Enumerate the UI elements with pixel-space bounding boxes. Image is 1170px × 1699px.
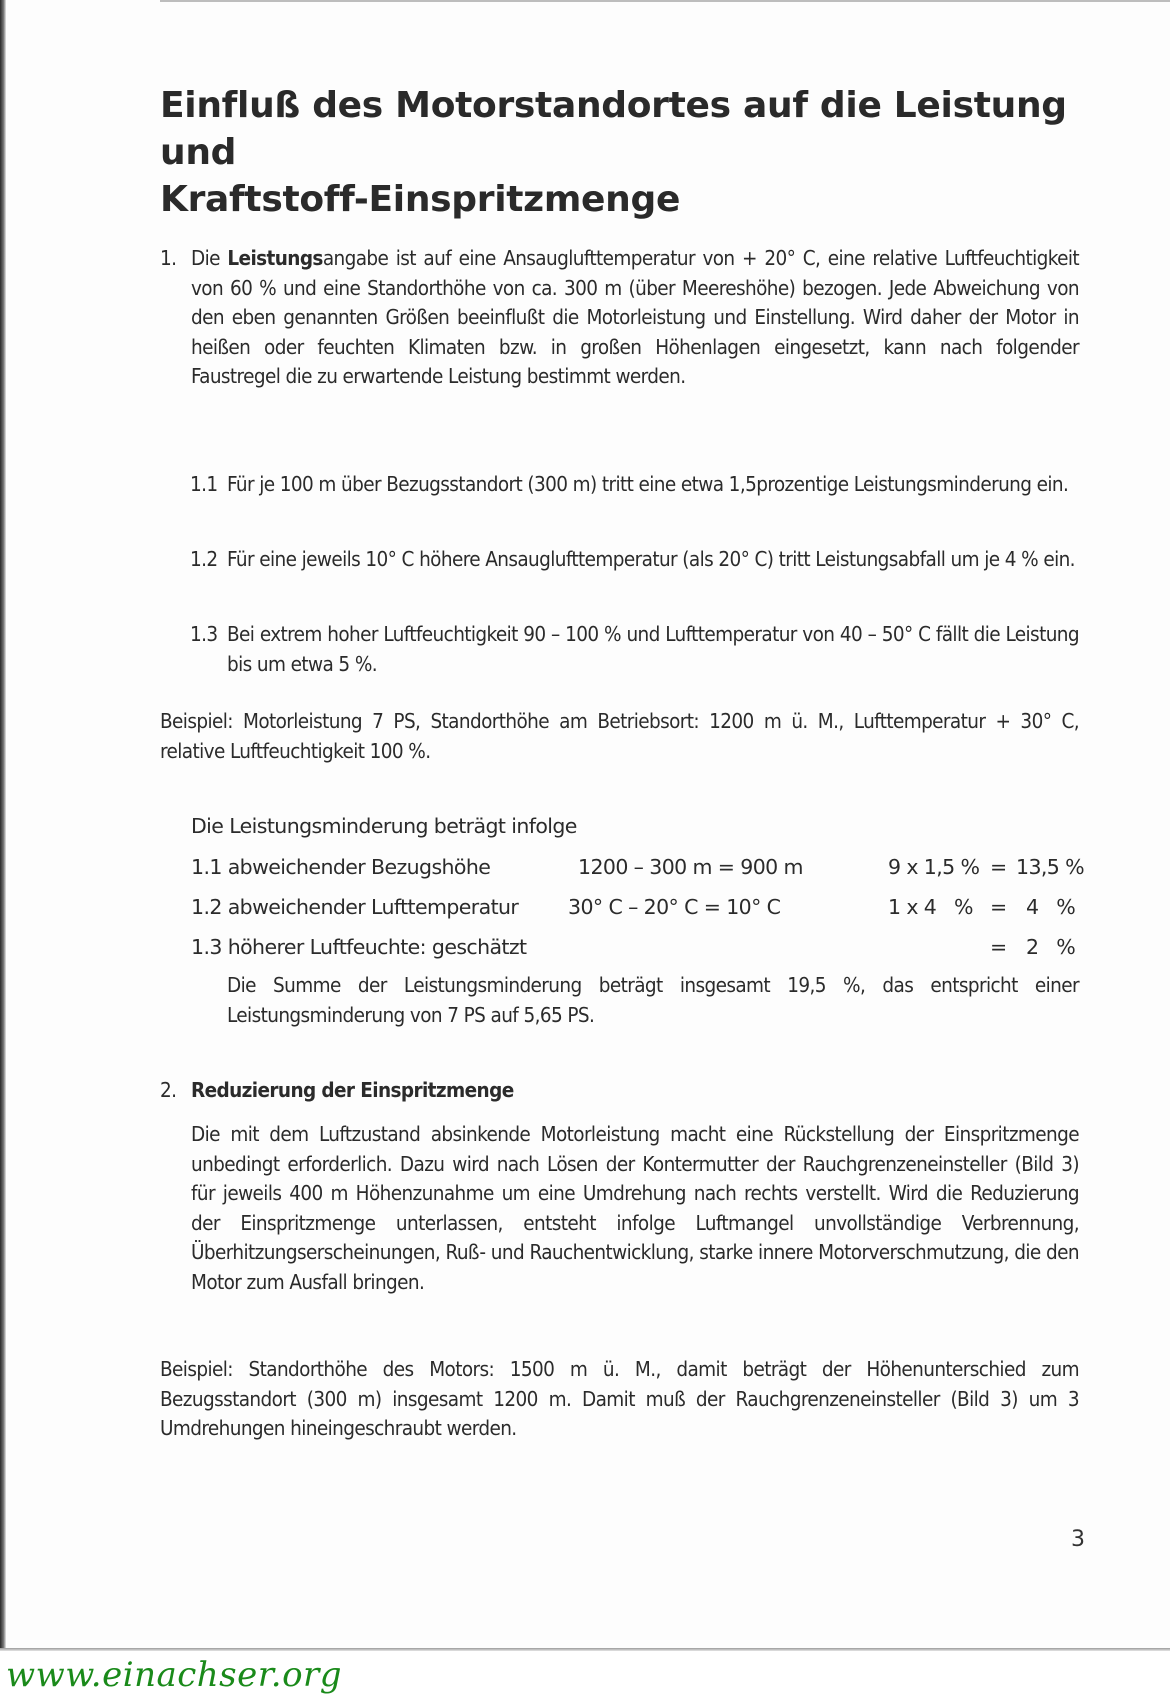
section-2-number: 2. — [160, 1078, 177, 1102]
calc-row-result: 4 % — [1026, 895, 1076, 919]
title-line-2: Kraftstoff-Einspritzmenge — [160, 179, 681, 220]
calc-row-formula: 1200 – 300 m = 900 m — [578, 855, 803, 879]
calc-sum: Die Summe der Leistungsminderung beträgt insgesamt 19,5 %, das entspricht einer Leistungsminderung von 7 PS auf 5,65 PS. — [227, 973, 1079, 1027]
section-1-lead: Die — [191, 246, 228, 270]
calc-row-equals: = — [990, 895, 1007, 919]
watermark-link[interactable]: www.einachser.org — [6, 1655, 343, 1695]
rule-1-text: Für je 100 m über Bezugsstandort (300 m) tritt eine etwa 1,5prozentige Leistungsminderung ein. — [227, 472, 1069, 496]
section-1-bold-word: Leistungs — [227, 246, 323, 270]
section-1-paragraph — [191, 244, 1079, 392]
example-1-text: Beispiel: Motorleistung 7 PS, Standorthöhe am Betriebsort: 1200 m ü. M., Lufttemperatur + 30° C, relative Luftfeuchtigkeit 100 %. — [160, 709, 1079, 763]
rule-3-number: 1.3 — [190, 622, 218, 646]
calc-row-equals: = — [990, 855, 1007, 879]
rule-2-text: Für eine jeweils 10° C höhere Ansauglufttemperatur (als 20° C) tritt Leistungsabfall um je 4 % ein. — [227, 547, 1075, 571]
calc-row-label: 1.2 abweichender Lufttemperatur — [191, 895, 519, 919]
title-line-1: Einfluß des Motorstandortes auf die Leistung und — [160, 85, 1067, 173]
section-1-number: 1. — [160, 246, 177, 270]
page-bottom-edge — [0, 1648, 1170, 1651]
calc-row-factor: 9 x 1,5 % — [888, 855, 980, 879]
rule-1-number: 1.1 — [190, 472, 218, 496]
section-1-text: angabe ist auf eine Ansauglufttemperatur von + 20° C, eine relative Luftfeuchtigkeit von 60 % und eine Standorthöhe von ca. 300 m (über Meereshöhe) bezogen. Jede Abweichung von den eben genannten Größen beeinflußt die Motorleistung und Einstellung. Wird daher der Motor in heißen oder feuchten Klimaten bzw. in großen Höhenlagen eingesetzt, kann nach folgender Faustregel die zu erwartende Leistung bestimmt werden. — [191, 246, 1079, 388]
page-top-edge — [160, 0, 1170, 2]
calc-intro: Die Leistungsminderung beträgt infolge — [191, 814, 577, 838]
calc-row-formula: 30° C – 20° C = 10° C — [568, 895, 781, 919]
section-2-heading: Reduzierung der Einspritzmenge — [191, 1078, 514, 1102]
rule-3-text: Bei extrem hoher Luftfeuchtigkeit 90 – 100 % und Lufttemperatur von 40 – 50° C fällt die Leistung bis um etwa 5 %. — [227, 622, 1079, 676]
calc-row-result: 2 % — [1026, 935, 1076, 959]
page-title — [160, 82, 1090, 223]
calc-row-factor: 1 x 4 % — [888, 895, 973, 919]
book-spine-edge — [0, 0, 6, 1650]
calc-row-label: 1.3 höherer Luftfeuchte: geschätzt — [191, 935, 527, 959]
rule-2-number: 1.2 — [190, 547, 218, 571]
section-2-paragraph: Die mit dem Luftzustand absinkende Motorleistung macht eine Rückstellung der Einspritzmenge unbedingt erforderlich. Dazu wird nach Lösen der Kontermutter der Rauchgrenzeneinsteller (Bild 3) für jeweils 400 m Höhenzunahme um eine Umdrehung nach rechts verstellt. Wird die Reduzierung der Einspritzmenge unterlassen, entsteht infolge Luftmangel unvollständige Verbrennung, Überhitzungserscheinungen, Ruß- und Rauchentwicklung, starke innere Motorverschmutzung, die den Motor zum Ausfall bringen. — [191, 1122, 1079, 1294]
calc-row-label: 1.1 abweichender Bezugshöhe — [191, 855, 491, 879]
calc-row-equals: = — [990, 935, 1007, 959]
example-2-text: Beispiel: Standorthöhe des Motors: 1500 m ü. M., damit beträgt der Höhenunterschied zum Bezugsstandort (300 m) insgesamt 1200 m. Damit muß der Rauchgrenzeneinsteller (Bild 3) um 3 Umdrehungen hineingeschraubt werden. — [160, 1357, 1079, 1440]
calc-row-result: 13,5 % — [1016, 855, 1085, 879]
page-number: 3 — [1071, 1527, 1085, 1552]
